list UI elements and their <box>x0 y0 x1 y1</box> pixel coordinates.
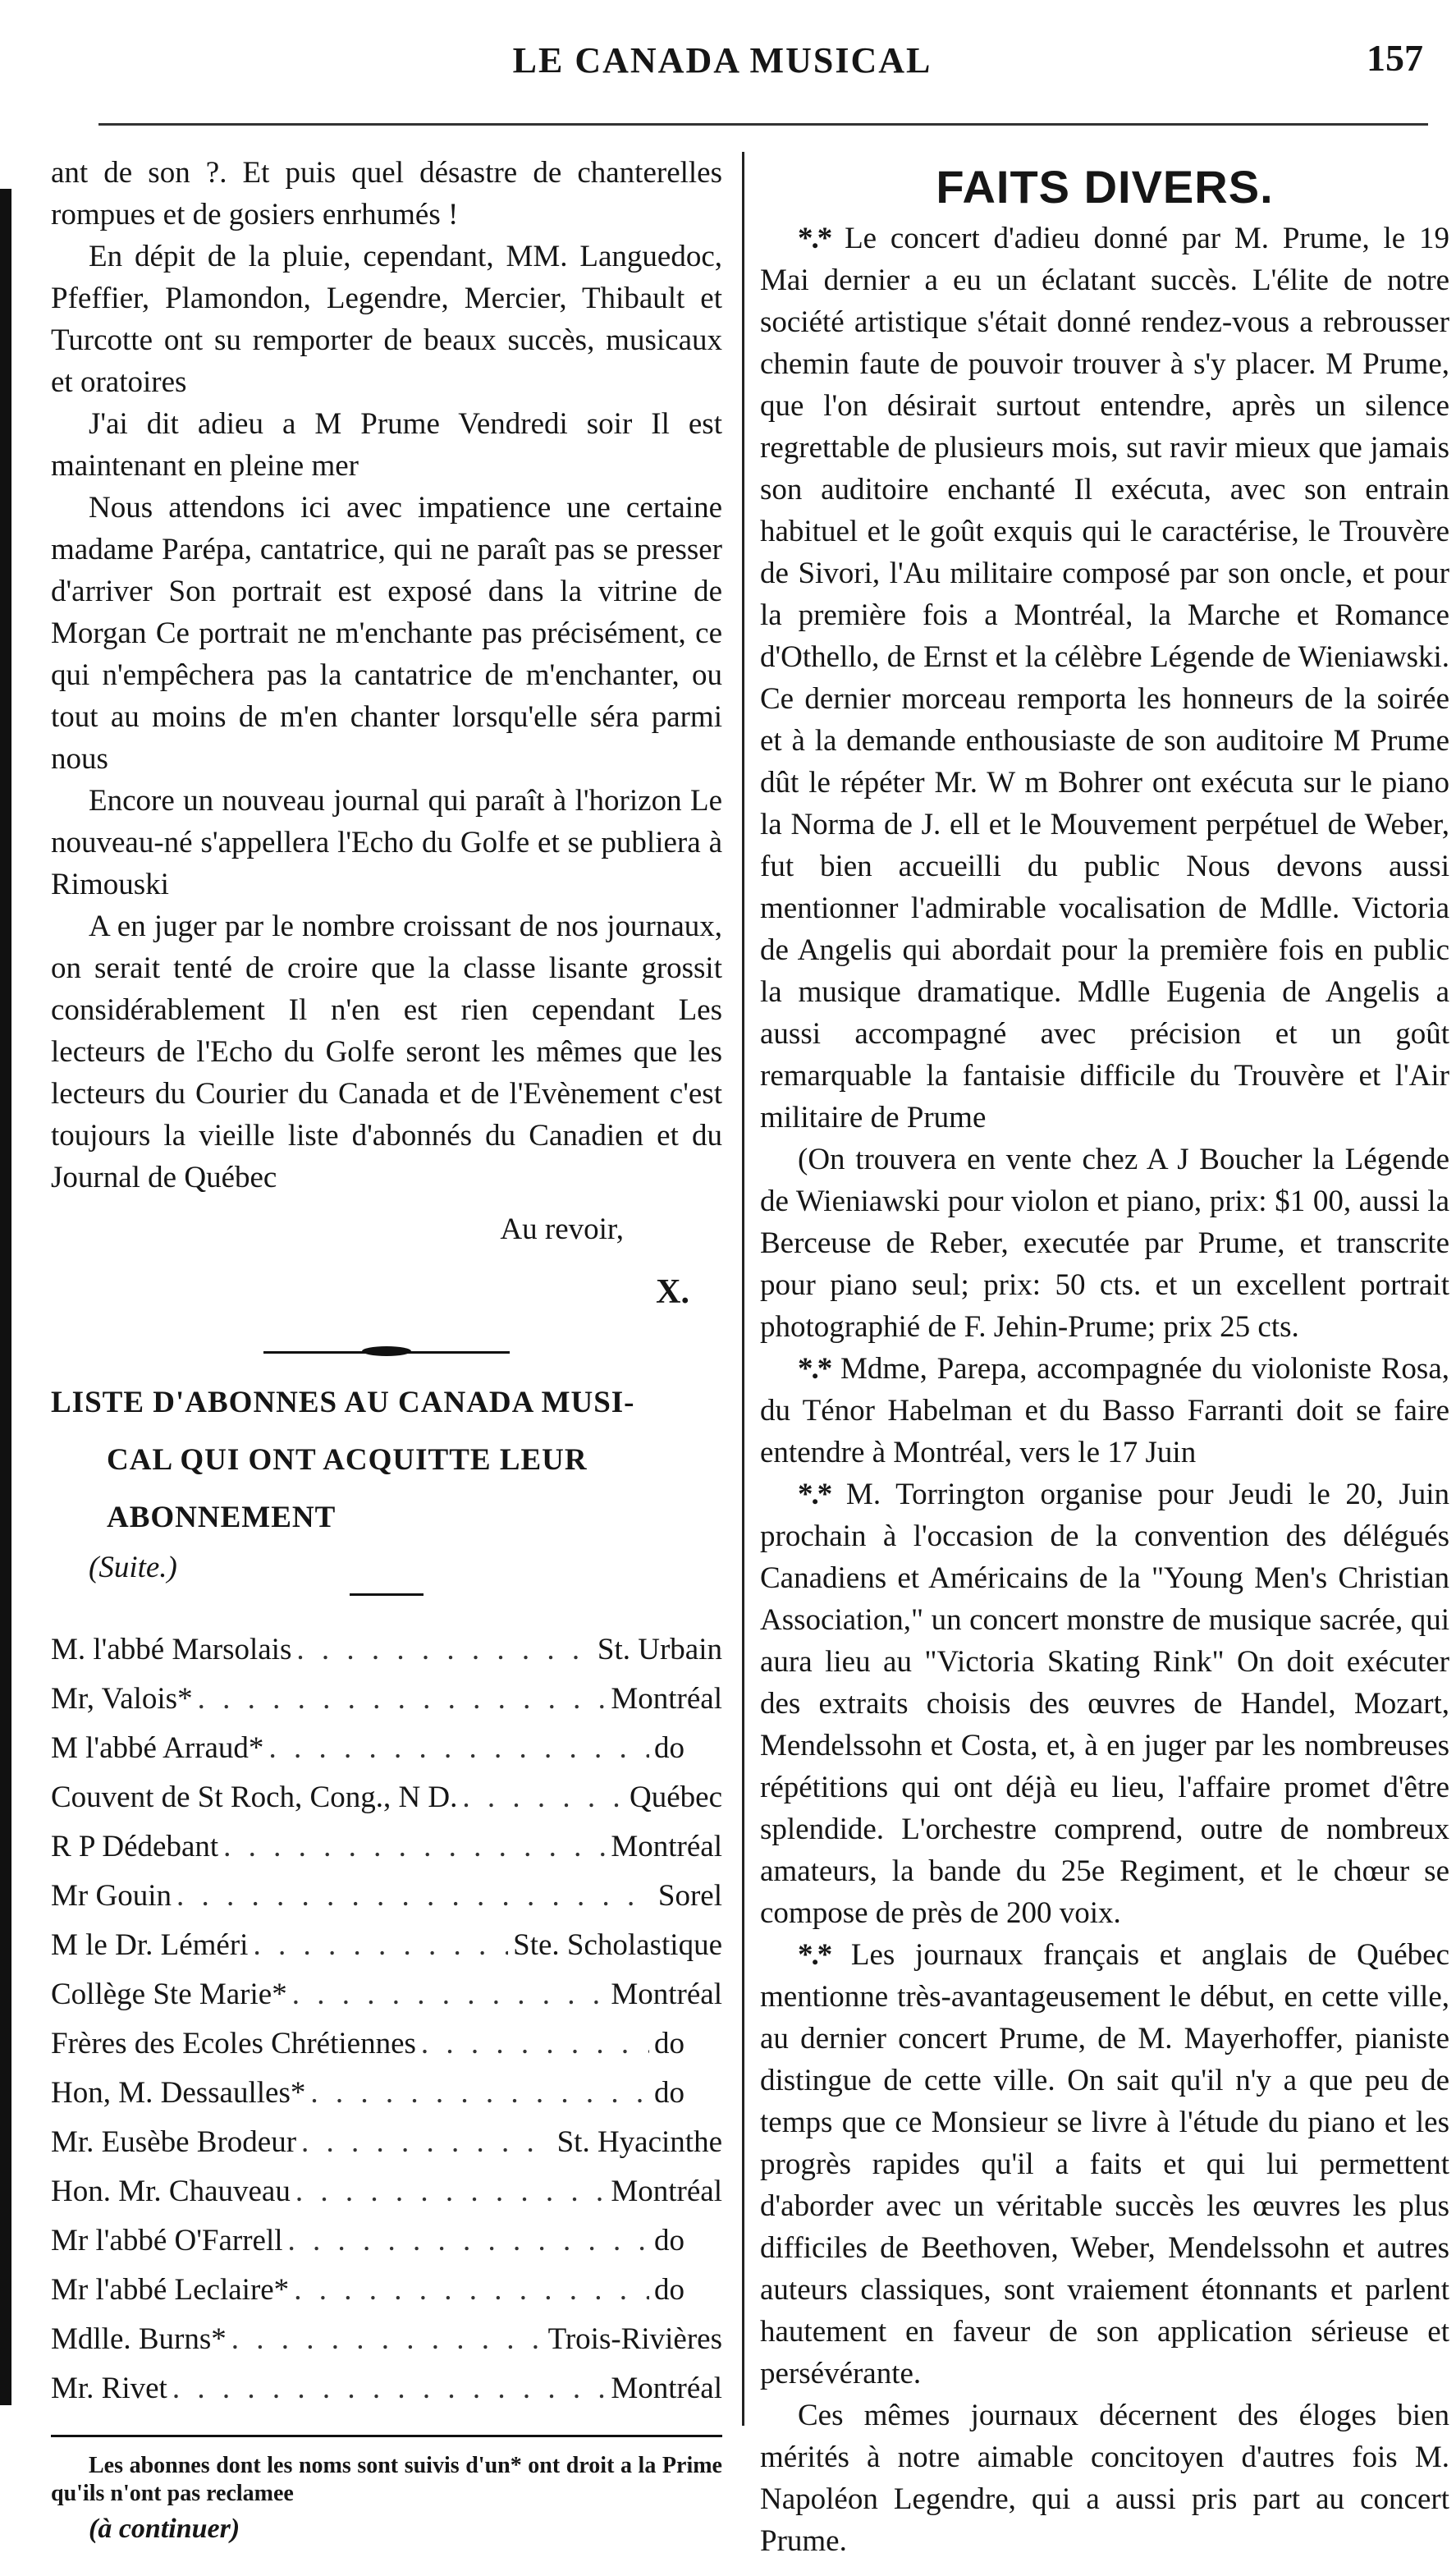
list-item <box>51 1727 722 1776</box>
subscriber-name: Hon, M. Dessaulles* <box>51 2076 306 2110</box>
paragraph: A en juger par le nombre croissant de nos journaux, on serait tenté de croire que la classe lisante grossit considérablement Il n'en est rien cependant Les lecteurs de l'Echo du Golfe seront les mêmes que les lecteurs du Courier du Canada et de l'Evènement c'est toujours la vieille liste d'abonnés du Canadien et du Journal de Québec <box>51 910 722 1194</box>
subscriber-place: do <box>654 2224 685 2257</box>
list-item <box>51 1973 722 2023</box>
column-divider <box>742 152 744 2426</box>
list-item <box>51 1678 722 1727</box>
subscriber-name: Hon. Mr. Chauveau <box>51 2175 291 2208</box>
running-title: LE CANADA MUSICAL <box>512 40 932 80</box>
subscriber-name: Mr. Rivet <box>51 2372 167 2405</box>
list-title <box>51 1374 722 1547</box>
news-item <box>760 1348 1449 1473</box>
subscriber-list <box>51 1629 722 2417</box>
leader-dots <box>231 2318 543 2360</box>
news-text: Les journaux français et anglais de Québec mentionne très-avantageusement le début, en cette ville, au dernier concert Prume, de M. Mayerhoffer, pianiste distingue de cette ville. On sait qu'il n'y a que peu de temps que ce Monsieur se livre à l'étude du piano et les progrès rapides qu'il a faits et qui lui permettent d'aborder avec un véritable succès les œuvres les plus difficiles de Beethoven, Weber, Mendelssohn et autres auteurs classiques, sont vraiement étonnants et parlent hautement en faveur de son application sérieuse et persévérante. <box>760 1938 1450 2390</box>
subscriber-name: Mr l'abbé O'Farrell <box>51 2224 283 2257</box>
list-item <box>51 1629 722 1678</box>
subscriber-place: do <box>654 2076 685 2110</box>
subscriber-name: Mr, Valois* <box>51 1682 193 1716</box>
list-item <box>51 2170 722 2220</box>
leader-dots <box>294 2269 649 2311</box>
paragraph: ant de son ?. Et puis quel désastre de chanterelles rompues et de gosiers enrhumés ! <box>51 156 722 231</box>
list-item <box>51 1826 722 1875</box>
list-item <box>51 1924 722 1973</box>
footnote-rule <box>51 2435 722 2437</box>
subscriber-name: Frères des Ecoles Chrétiennes <box>51 2027 416 2060</box>
asterism: *.* <box>798 1938 831 1972</box>
closing: Au revoir, <box>500 1212 624 1246</box>
subscriber-place: Ste. Scholastique <box>513 1928 722 1962</box>
subscriber-name: M l'abbé Arraud* <box>51 1731 264 1765</box>
list-item <box>51 2220 722 2269</box>
news-text: M. Torrington organise pour Jeudi le 20, Juin prochain à l'occasion de la convention des délégués Canadiens et Américains de la "Young Men's Christian Association," un concert monstre de musique sacrée, qui aura lieu au "Victoria Skating Rink" On doit exécuter des extraits choisis des œuvres de Handel, Mozart, Mendelssohn et Costa, et, à en juger par les nombreuses répétitions qui ont déjà eu lieu, l'affaire promet d'être splendide. L'orchestre comprend, outre de nombreux amateurs, la bande du 25e Regiment, et le chœur se compose de près de 200 voix. <box>760 1478 1449 1930</box>
leader-dots <box>301 2121 552 2163</box>
subscriber-name: R P Dédebant <box>51 1830 219 1863</box>
news-text: Le concert d'adieu donné par M. Prume, le 19 Mai dernier a eu un éclatant succès. L'élite de notre société artistique s'était donné rendez-vous a rebrousser chemin faute de pouvoir trouver à s'y placer. M Prume, que l'on désirait surtout entendre, après un silence regrettable de plusieurs mois, sut ravir mieux que jamais son auditoire enchanté Il exécuta, avec son entrain habituel et le goût exquis qui le caractérise, le Trouvère de Sivori, l'Au militaire composé par son oncle, et pour la première fois a Montréal, la Marche et Romance d'Othello, de Ernst et la célèbre Légende de Wieniawski. Ce dernier morceau remporta les honneurs de la soirée et à la demande enthousiaste de son auditoire M Prume dût le répéter Mr. W m Bohrer ont exécuta sur le piano la Norma de J. ell et le Mouvement perpétuel de Weber, fut bien accueilli du public Nous devons aussi mentionner l'admirable vocalisation de Mdlle. Victoria de Angelis qui abordait pour la première fois en public la musique dramatique. Mdlle Eugenia de Angelis a aussi accompagné avec précision et un goût remarquable la fantaisie difficile du Trouvère et l'Air militaire de Prume <box>760 222 1450 1134</box>
leader-dots <box>292 1973 607 2015</box>
news-item <box>760 218 1449 1139</box>
subscriber-place: St. Urbain <box>597 1633 722 1666</box>
paragraph: Nous attendons ici avec impatience une certaine madame Parépa, cantatrice, qui ne paraît pas se presser d'arriver Son portrait est exposé dans la vitrine de Morgan Ce portrait ne m'enchante pas précisément, ce qui n'empêchera pas la cantatrice de m'enchanter, ou tout au moins de m'en chanter lorsqu'elle séra parmi nous <box>51 491 722 776</box>
subscriber-place: Québec <box>630 1781 722 1814</box>
list-title-line-2: CAL QUI ONT ACQUITTE LEUR <box>107 1443 588 1477</box>
subscriber-place: Sorel <box>657 1879 722 1913</box>
list-item <box>51 2269 722 2318</box>
paragraph: Encore un nouveau journal qui paraît à l'horizon Le nouveau-né s'appellera l'Echo du Golfe et se publiera à Rimouski <box>51 784 722 901</box>
asterism: *.* <box>798 1352 831 1386</box>
leader-dots <box>295 2170 607 2212</box>
subscriber-name: Mr l'abbé Leclaire* <box>51 2273 290 2307</box>
short-rule <box>350 1593 424 1596</box>
ornament-divider <box>263 1346 510 1358</box>
leader-dots <box>296 1629 593 1671</box>
list-item <box>51 2318 722 2367</box>
leader-dots <box>176 1875 653 1917</box>
leader-dots <box>288 2220 649 2262</box>
list-item <box>51 1875 722 1924</box>
subscriber-name: M. l'abbé Marsolais <box>51 1633 292 1666</box>
list-item <box>51 2367 722 2417</box>
asterism: *.* <box>798 1478 831 1511</box>
subscriber-place: Montréal <box>611 1682 722 1716</box>
leader-dots <box>198 1678 607 1720</box>
news-item <box>760 1934 1449 2395</box>
subscriber-place: Montréal <box>611 2372 722 2405</box>
news-text: Mdme, Parepa, accompagnée du violoniste Rosa, du Ténor Habelman et du Basso Farranti doit se faire entendre à Montréal, vers le 17 Juin <box>760 1352 1449 1469</box>
subscriber-place: St. Hyacinthe <box>556 2125 722 2159</box>
list-title-line-3: ABONNEMENT <box>107 1501 337 1534</box>
leader-dots <box>462 1776 625 1818</box>
paragraph: En dépit de la pluie, cependant, MM. Languedoc, Pfeffier, Plamondon, Legendre, Mercier, Thibault et Turcotte ont su remporter de beaux succès, musicaux et oratoires <box>51 240 722 399</box>
paragraph: J'ai dit adieu a M Prume Vendredi soir Il est maintenant en pleine mer <box>51 407 722 483</box>
subscriber-place: Trois-Rivières <box>547 2322 722 2356</box>
page-edge-bar <box>0 189 11 2405</box>
subscriber-place: Montréal <box>611 2175 722 2208</box>
signature: X. <box>656 1273 689 1311</box>
page-number: 157 <box>1367 37 1423 79</box>
subscriber-name: Mr Gouin <box>51 1879 172 1913</box>
list-item <box>51 2121 722 2170</box>
section-title: FAITS DIVERS. <box>936 161 1274 213</box>
subscriber-name: Couvent de St Roch, Cong., N D. <box>51 1781 458 1814</box>
list-item <box>51 1776 722 1826</box>
subscriber-place: do <box>654 2273 685 2307</box>
news-item: Ces mêmes journaux décernent des éloges bien mérités à notre aimable concitoyen d'autres fois M. Napoléon Legendre, qui a aussi pris part au concert Prume. <box>760 2399 1449 2558</box>
right-column <box>760 152 1449 2562</box>
subscriber-place: Montréal <box>611 1978 722 2011</box>
leader-dots <box>268 1727 649 1769</box>
list-item <box>51 2072 722 2121</box>
subscriber-name: Collège Ste Marie* <box>51 1978 287 2011</box>
news-item <box>760 1473 1449 1934</box>
header-rule <box>98 123 1428 126</box>
leader-dots <box>421 2023 649 2065</box>
list-item <box>51 2023 722 2072</box>
footnote: Les abonnes dont les noms sont suivis d'un* ont droit a la Prime qu'ils n'ont pas reclamee <box>51 2453 722 2506</box>
subscriber-place: do <box>654 2027 685 2060</box>
news-item: (On trouvera en vente chez A J Boucher la Légende de Wieniawski pour violon et piano, prix: $1 00, aussi la Berceuse de Reber, executée par Prume, et transcrite pour piano seul; prix: 50 cts. et un excellent portrait photographié de F. Jehin-Prume; prix 25 cts. <box>760 1143 1449 1344</box>
left-column <box>51 152 722 2550</box>
continuation-note: (à continuer) <box>89 2514 240 2544</box>
subscriber-place: do <box>654 1731 685 1765</box>
leader-dots <box>253 1924 508 1966</box>
leader-dots <box>310 2072 649 2114</box>
list-title-line-1: LISTE D'ABONNES AU CANADA MUSI- <box>51 1386 635 1419</box>
leader-dots <box>172 2367 607 2409</box>
subscriber-name: Mr. Eusèbe Brodeur <box>51 2125 297 2159</box>
suite-label: (Suite.) <box>89 1551 177 1584</box>
leader-dots <box>223 1826 606 1868</box>
subscriber-name: M le Dr. Léméri <box>51 1928 249 1962</box>
subscriber-place: Montréal <box>611 1830 722 1863</box>
subscriber-name: Mdlle. Burns* <box>51 2322 227 2356</box>
asterism: *.* <box>798 222 831 255</box>
